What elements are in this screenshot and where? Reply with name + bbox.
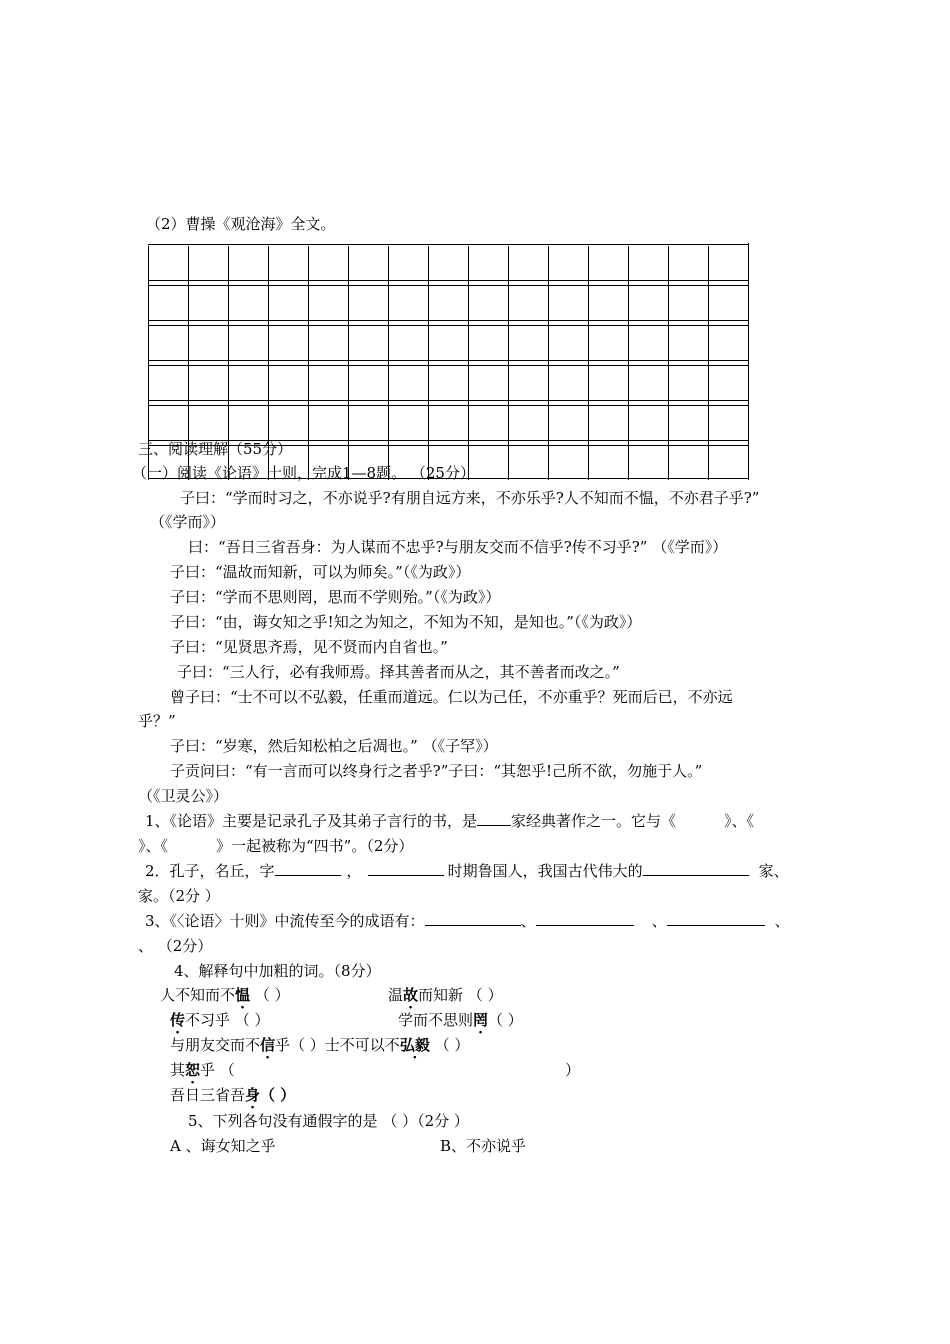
q2-blank-courtesy-name[interactable]: [275, 861, 341, 876]
question-4-title: 4、解释句中加粗的词。（8分）: [174, 962, 381, 980]
q4-bold-word: 身: [245, 1086, 261, 1104]
q4-item-8: [170, 1085, 295, 1105]
q4-text-post[interactable]: 不习乎 （ ）: [185, 1011, 270, 1029]
q4-item-1: [160, 985, 290, 1005]
q2-text-b: ，: [346, 862, 362, 880]
q3-blank-idiom1[interactable]: [425, 911, 521, 926]
grid-line: [148, 405, 749, 406]
grid-line: [148, 400, 749, 401]
question-1-cont: [138, 836, 413, 856]
q4-item-5: [170, 1035, 469, 1055]
question-2-cont: 家。（2分 ）: [138, 887, 220, 905]
q4-bold-word: 传: [170, 1011, 186, 1029]
q4-bold-word: 愠: [235, 986, 251, 1004]
q2-text-a: 2．孔子，名丘，字: [145, 862, 275, 880]
question-3: [145, 911, 790, 931]
quote-line: 子曰：“学而不思则罔，思而不学则殆。”（《为政》）: [170, 588, 501, 606]
q4-text-pre: 其: [170, 1061, 186, 1079]
q4-text-post[interactable]: 乎（ ）士不可以不: [275, 1036, 400, 1054]
quote-line: 子贡问曰：“有一言而可以终身行之者乎?”子曰：“其恕乎!己所不欲，勿施于人。”: [170, 762, 703, 780]
q3-sep-2: 、: [651, 912, 667, 930]
q2-blank-role1[interactable]: [643, 861, 749, 876]
q3-blank-idiom3[interactable]: [667, 911, 765, 926]
quote-line: 子曰：“温故而知新，可以为师矣。”（《为政》）: [170, 563, 471, 581]
grid-line: [148, 285, 749, 286]
grid-line: [148, 320, 749, 321]
q4-item-7-end: ）: [565, 1061, 581, 1079]
quote-line: 曰：“吾日三省吾身：为人谋而不忠乎?与朋友交而不信乎?传不习乎?” （《学而》）: [188, 538, 728, 556]
q4-text-post[interactable]: 乎 （: [200, 1061, 235, 1079]
q2-text-c: 时期鲁国人，我国古代伟大的: [447, 862, 643, 880]
q4-text-post[interactable]: （ ）: [260, 1086, 296, 1104]
q1-blank-school[interactable]: [477, 811, 511, 826]
question-3-cont: 、 （2分）: [138, 937, 213, 955]
quote-line: 乎？”: [138, 712, 176, 730]
quote-line: 曾子曰：“士不可以不弘毅，任重而道远。仁以为己任，不亦重乎？死而后已，不亦远: [170, 688, 733, 706]
q1-text-c: 》、《: [724, 812, 755, 830]
grid-line: [148, 244, 749, 245]
q3-text-a: 3、《〈论语〉十则》中流传至今的成语有：: [145, 912, 425, 930]
q5-option-b[interactable]: B、不亦说乎: [440, 1137, 527, 1155]
grid-line: [148, 280, 749, 281]
q4-text-pre: 人不知而不: [160, 986, 236, 1004]
q4-bold-word: 恕: [185, 1061, 201, 1079]
q4-item-2: [388, 985, 503, 1005]
quote-source: （《卫灵公》）: [138, 787, 229, 805]
q4-item-7: [170, 1060, 235, 1080]
task-2-heading: （2）曹操《观沧海》全文。: [146, 215, 336, 233]
q4-text-pre: 温: [388, 986, 404, 1004]
grid-line: [148, 365, 749, 366]
quote-line: 子曰：“学而时习之，不亦说乎?有朋自远方来，不亦乐乎?人不知而不愠，不亦君子乎?”: [180, 489, 760, 507]
q2-text-d: 家、: [758, 862, 789, 880]
part-1-title: （一）阅读《论语》十则，完成1—8题。 （25分）: [132, 464, 475, 482]
grid-line: [148, 325, 749, 326]
quote-line: 子曰：“由，诲女知之乎!知之为知之，不知为不知，是知也。”（《为政》）: [170, 613, 642, 631]
quote-line: 子曰：“三人行，必有我师焉。择其善者而从之，其不善者而改之。”: [177, 663, 620, 681]
question-1: [145, 811, 754, 831]
q1-text-d: 》、《: [138, 837, 169, 855]
quote-source: （《学而》）: [150, 513, 226, 531]
q2-blank-period[interactable]: [368, 861, 444, 876]
q4-item-3: [170, 1010, 270, 1030]
q4-text-pre: 吾日三省吾: [170, 1086, 246, 1104]
q4-text-pre: 学而不思则: [398, 1011, 474, 1029]
question-5-title: 5、下列各句没有通假字的是 （ ）（2分 ）: [188, 1112, 469, 1130]
question-2: [145, 861, 789, 881]
q3-sep-3: 、: [774, 912, 790, 930]
q4-bold-word: 弘毅: [399, 1036, 430, 1054]
q4-text-post[interactable]: （ ）: [250, 986, 290, 1004]
q3-blank-idiom2[interactable]: [536, 911, 634, 926]
q4-text-post[interactable]: 而知新 （ ）: [418, 986, 503, 1004]
quote-line: 子曰：“见贤思齐焉，见不贤而内自省也。”: [170, 638, 448, 656]
q5-option-a[interactable]: A 、诲女知之乎: [170, 1137, 276, 1155]
q1-text-a: 1、《论语》主要是记录孔子及其弟子言行的书，是: [145, 812, 478, 830]
q4-text-post[interactable]: （ ）: [488, 1011, 523, 1029]
q1-text-e: 》一起被称为“四书”。（2分）: [216, 837, 414, 855]
q3-sep-1: 、: [520, 912, 536, 930]
q4-bold-word: 信: [260, 1036, 276, 1054]
q4-bold-word: 故: [403, 986, 419, 1004]
quote-line: 子曰：“岁寒，然后知松柏之后凋也。” （《子罕》）: [170, 737, 498, 755]
q4-text-post[interactable]: （ ）: [429, 1036, 470, 1054]
q4-text-pre: 与朋友交而不: [170, 1036, 261, 1054]
q4-item-4: [398, 1010, 523, 1030]
q4-bold-word: 罔: [473, 1011, 489, 1029]
q1-text-b: 家经典著作之一。它与《: [511, 812, 677, 830]
grid-line: [148, 360, 749, 361]
section-3-title: 三、阅读理解（55分）: [138, 440, 293, 458]
